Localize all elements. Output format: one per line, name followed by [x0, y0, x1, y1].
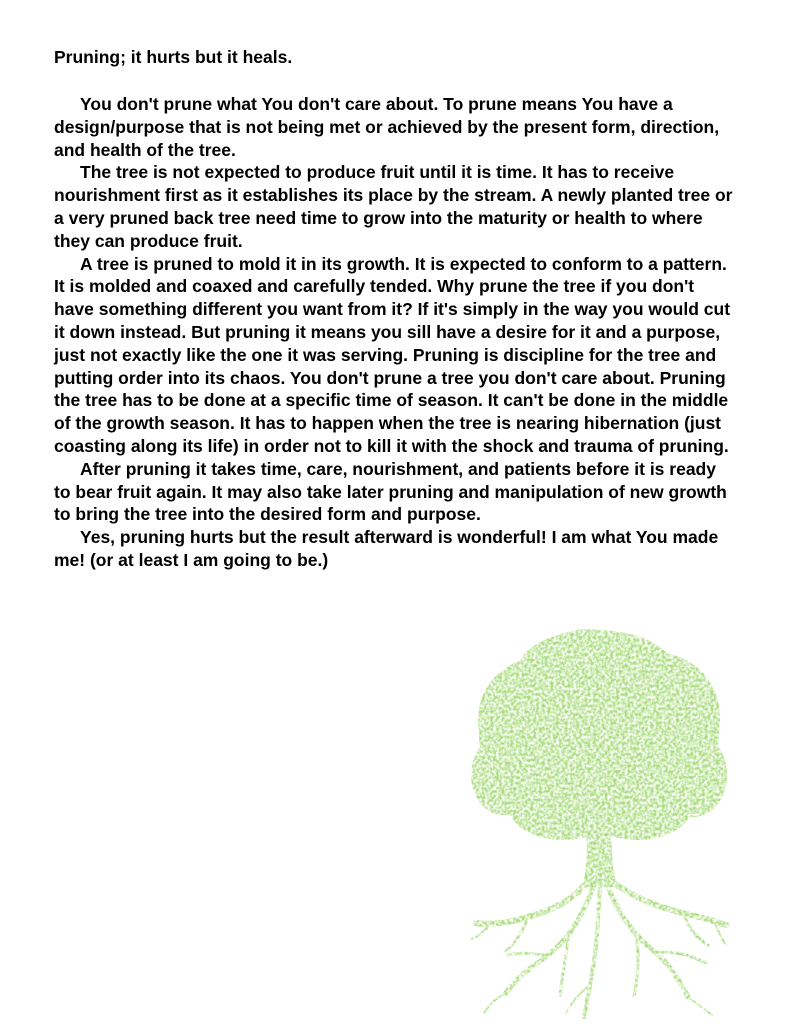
document-title: Pruning; it hurts but it heals. [54, 47, 293, 67]
paragraph-3: A tree is pruned to mold it in its growth. It is expected to conform to a pattern. It is molded and coaxed and carefully tended. Why prune the tree if you don't have something different you want from it? If it's simply in the way you would cut it down instead. But pruning it means you sill have a desire for it and a purpose, just not exactly like the one it was serving. Pruning is discipline for the tree and putting order into its chaos. You don't prune a tree you don't care about. Pruning the tree has to be done at a specific time of season. It can't be done in the middle of the growth season. It has to happen when the tree is nearing hibernation (just coasting along its life) in order not to kill it with the shock and trauma of pruning. [54, 253, 731, 456]
paragraph-2: The tree is not expected to produce fruit until it is time. It has to receive nourishment first as it establishes its place by the stream. A newly planted tree or a very pruned back tree need time to grow into the maturity or health to where they can produce fruit. [54, 162, 733, 251]
paragraph-1: You don't prune what You don't care about. To prune means You have a design/purpose that is not being met or achieved by the present form, direction, and health of the tree. [54, 94, 720, 160]
tree-with-roots-icon [468, 625, 730, 1020]
document-body [54, 93, 734, 572]
paragraph-5: Yes, pruning hurts but the result afterward is wonderful! I am what You made me! (or at least I am going to be.) [54, 527, 719, 570]
paragraph-4: After pruning it takes time, care, nourishment, and patients before it is ready to bear fruit again. It may also take later pruning and manipulation of new growth to bring the tree into the desired form and purpose. [54, 458, 727, 525]
